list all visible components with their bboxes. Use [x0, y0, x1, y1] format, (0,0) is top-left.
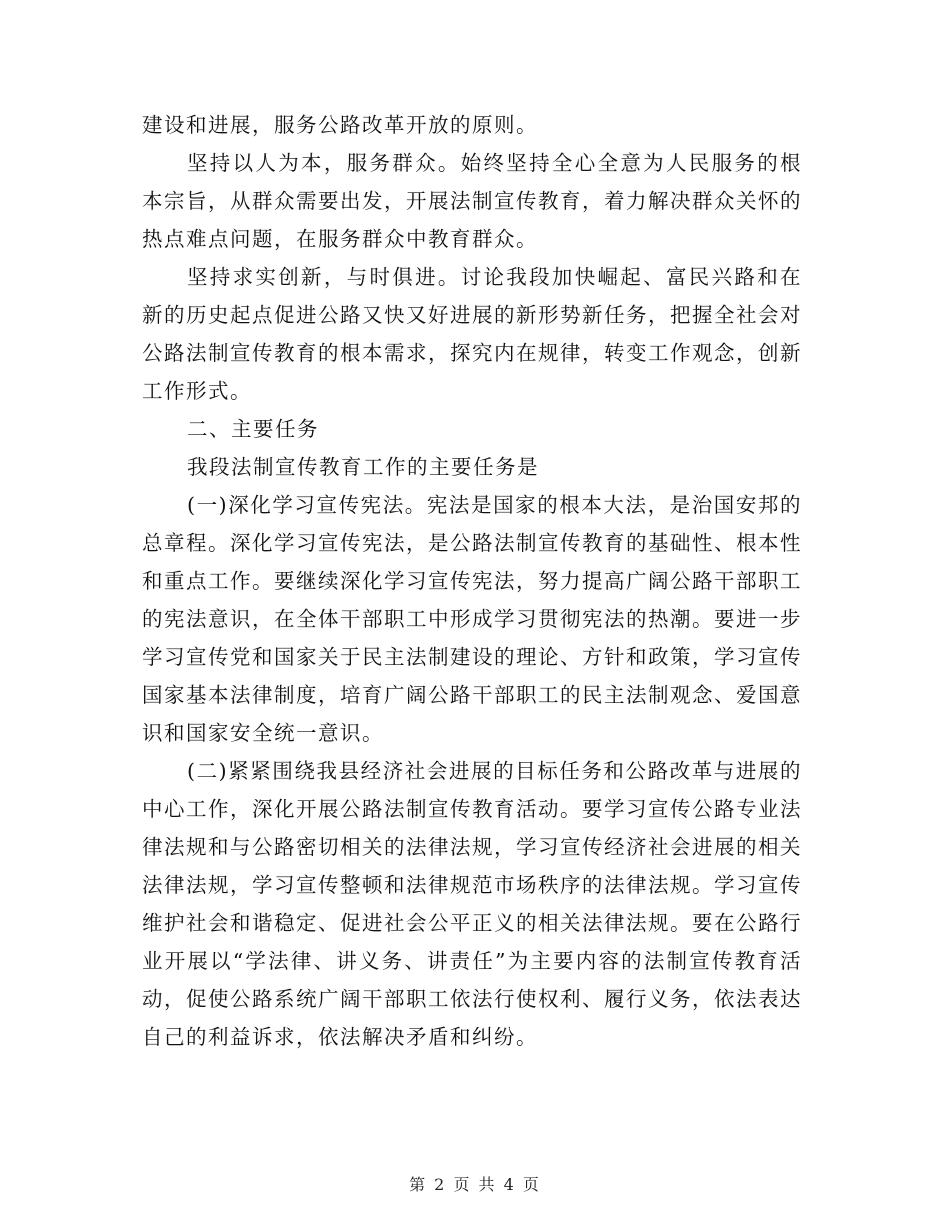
section-heading: 二、主要任务 [187, 417, 319, 441]
paragraph: 坚持以人为本，服务群众。始终坚持全心全意为人民服务的根本宗旨，从群众需要出发，开展法制宣传教育，着力解决群众关怀的热点难点问题，在服务群众中教育群众。 [142, 151, 802, 251]
page-number-footer: 第 2 页 共 4 页 [409, 1175, 541, 1194]
paragraph: (一)深化学习宣传宪法。宪法是国家的根本大法，是治国安邦的总章程。深化学习宣传宪法，是公路法制宣传教育的基础性、根本性和重点工作。要继续深化学习宣传宪法，努力提高广阔公路干部职工的宪法意识，在全体干部职工中形成学习贯彻宪法的热潮。要进一步学习宣传党和国家关于民主法制建设的理论、方针和政策，学习宣传国家基本法律制度，培育广阔公路干部职工的民主法制观念、爱国意识和国家安全统一意识。 [142, 493, 802, 745]
document-body [142, 106, 802, 1056]
paragraph: 建设和进展，服务公路改革开放的原则。 [142, 113, 538, 137]
paragraph: 我段法制宣传教育工作的主要任务是 [187, 455, 539, 479]
paragraph: 坚持求实创新，与时俱进。讨论我段加快崛起、富民兴路和在新的历史起点促进公路又快又好进展的新形势新任务，把握全社会对公路法制宣传教育的根本需求，探究内在规律，转变工作观念，创新工作形式。 [142, 265, 802, 403]
paragraph: (二)紧紧围绕我县经济社会进展的目标任务和公路改革与进展的中心工作，深化开展公路法制宣传教育活动。要学习宣传公路专业法律法规和与公路密切相关的法律法规，学习宣传经济社会进展的相关法律法规，学习宣传整顿和法律规范市场秩序的法律法规。学习宣传维护社会和谐稳定、促进社会公平正义的相关法律法规。要在公路行业开展以“学法律、讲义务、讲责任”为主要内容的法制宣传教育活动，促使公路系统广阔干部职工依法行使权利、履行义务，依法表达自己的利益诉求，依法解决矛盾和纠纷。 [142, 759, 802, 1049]
